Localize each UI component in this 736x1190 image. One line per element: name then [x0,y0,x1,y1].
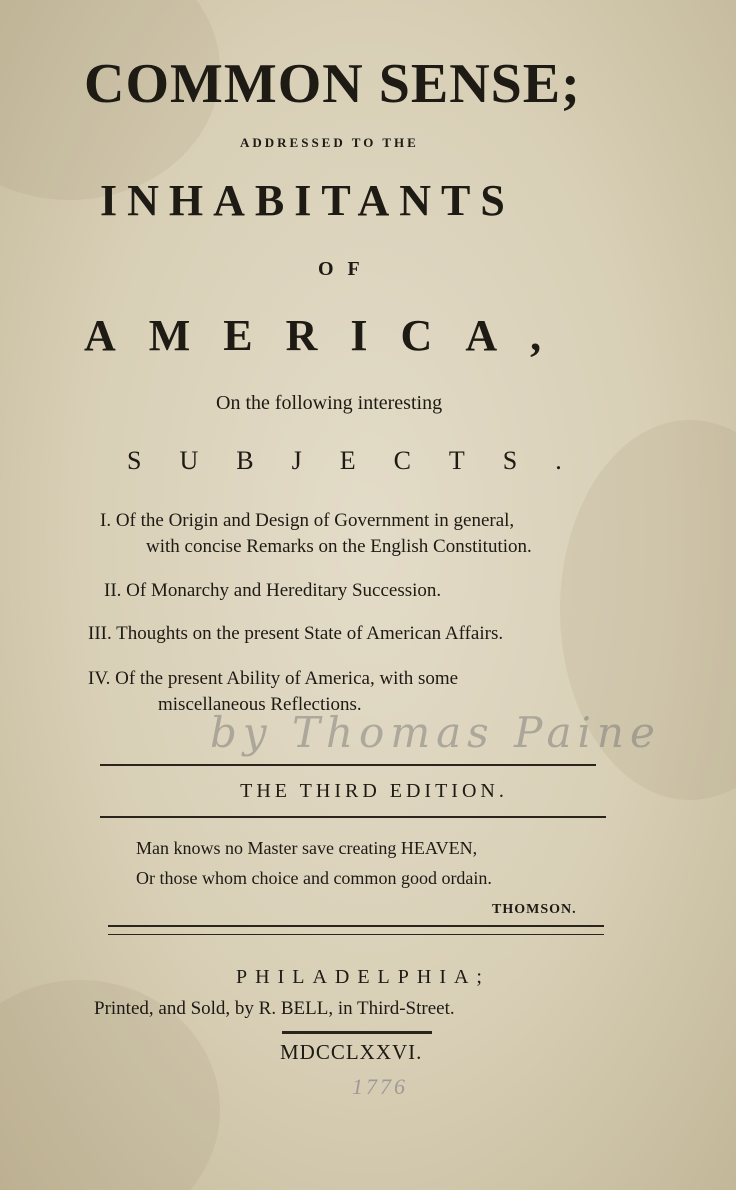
imprint-printer: Printed, and Sold, by R. BELL, in Third-Street. [94,998,455,1019]
subject-item-1: I. Of the Origin and Design of Government in general, [100,510,515,531]
handwritten-signature: by Thomas Paine [210,708,661,757]
addressed-line: ADDRESSED TO THE [240,135,419,150]
subject-item-4-continued: miscellaneous Reflections. [158,694,362,715]
book-title: COMMON SENSE; [84,53,581,115]
subject-item-4: IV. Of the present Ability of America, with some [88,668,459,689]
of-line: OF [318,258,374,280]
double-rule-bottom [108,934,604,935]
short-rule [282,1031,432,1034]
subject-item-1-continued: with concise Remarks on the English Constitution. [146,536,532,557]
divider-rule [100,816,606,818]
subjects-heading: SUBJECTS. [127,446,600,475]
subject-item-3: III. Thoughts on the present State of American Affairs. [88,623,504,644]
following-line: On the following interesting [216,392,443,414]
inhabitants-line: INHABITANTS [100,176,515,225]
epigraph-author: THOMSON. [492,902,577,917]
subject-item-2: II. Of Monarchy and Hereditary Succession. [104,580,442,601]
epigraph-line-2: Or those whom choice and common good ordain. [136,868,492,888]
epigraph-line-1: Man knows no Master save creating HEAVEN, [136,838,478,858]
imprint-year: MDCCLXXVI. [280,1040,423,1064]
america-line: AMERICA, [84,311,575,360]
pencil-annotation: 1776 [352,1074,408,1099]
double-rule-top [108,925,604,927]
divider-rule [100,764,596,766]
imprint-city: PHILADELPHIA; [236,966,490,988]
edition-line: THE THIRD EDITION. [240,780,508,802]
